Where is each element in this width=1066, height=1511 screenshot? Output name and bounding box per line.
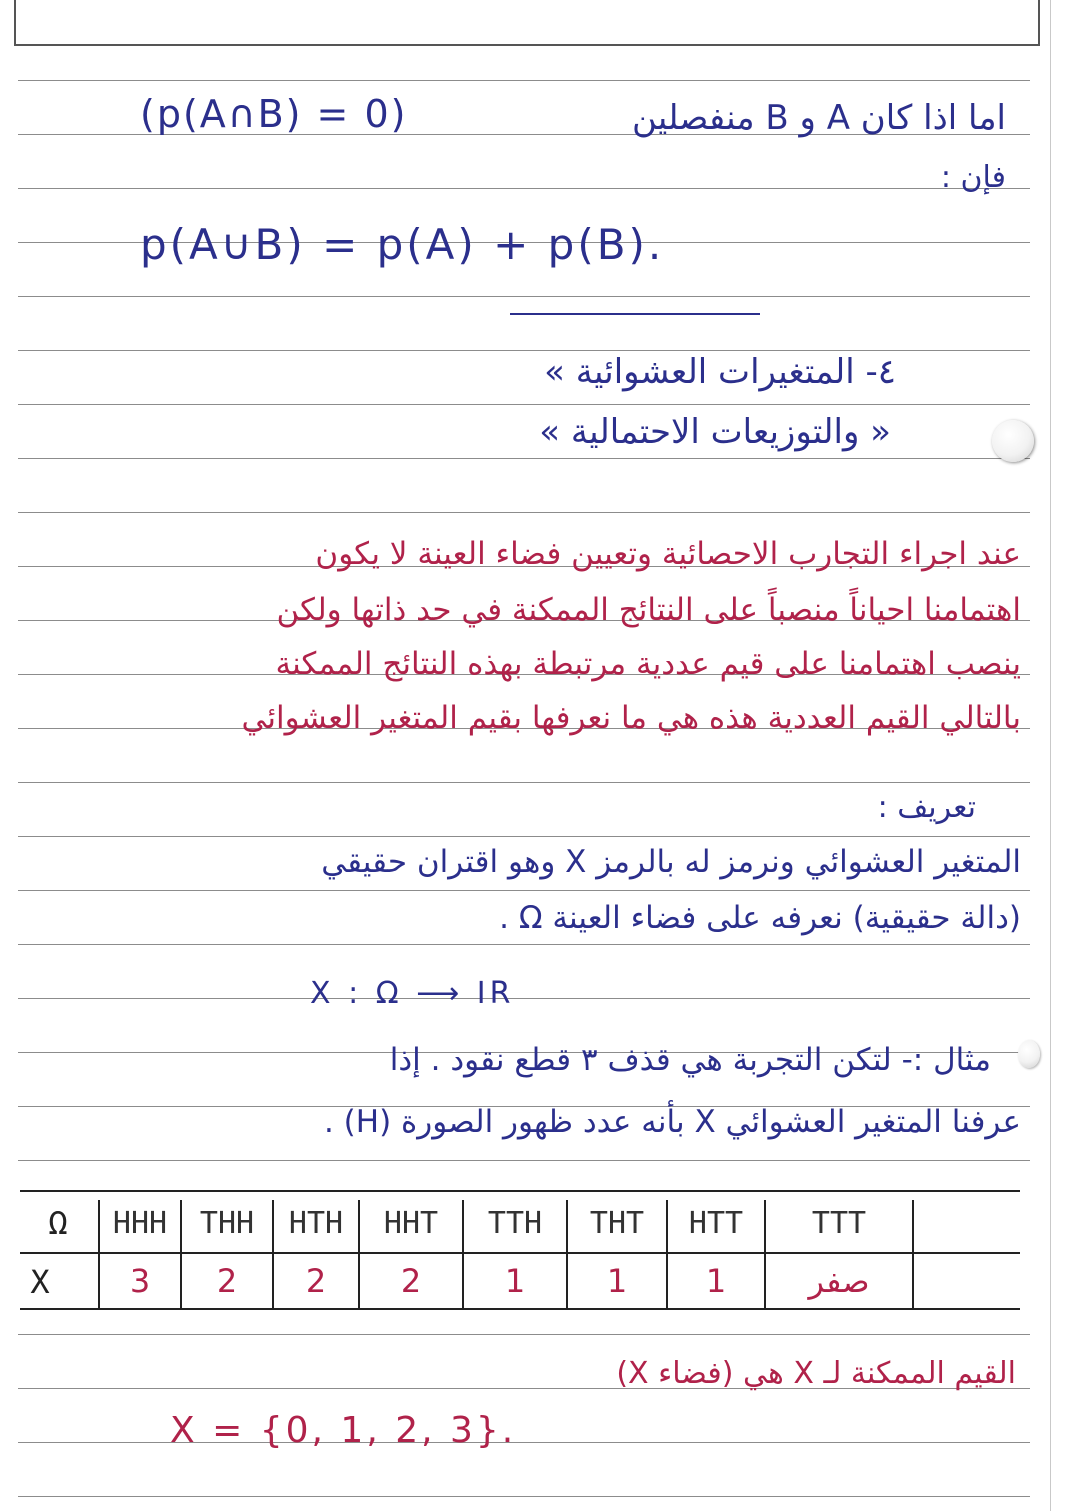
therefore-label: فإن :	[940, 160, 1006, 195]
ruled-line	[18, 80, 1030, 81]
intro-line-2: اهتمامنا احياناً منصباً على النتائج الممكنة في حد ذاتها ولكن	[276, 592, 1021, 628]
x-value-cell: 1	[606, 1262, 628, 1300]
definition-label: تعريف :	[877, 790, 976, 825]
outcome-cell: HHT	[383, 1205, 439, 1241]
definition-line-1: المتغير العشوائي ونرمز له بالرمز X وهو اقتران حقيقي	[321, 844, 1021, 880]
punch-hole	[1018, 1040, 1040, 1068]
intro-line-4: بالتالي القيم العددية هذه هي ما نعرفها بقيم المتغير العشوائي	[241, 700, 1021, 736]
ruled-line	[18, 890, 1030, 891]
outcomes-table	[20, 1190, 1020, 1310]
outcome-cell: HHH	[112, 1205, 168, 1241]
section-title-random-variables: ٤- المتغيرات العشوائية »	[544, 352, 896, 392]
row-label-x: X	[30, 1263, 50, 1301]
ruled-line	[18, 1160, 1030, 1161]
table-divider	[912, 1200, 914, 1310]
intro-line-3: ينصب اهتمامنا على قيم عددية مرتبطة بهذه النتائج الممكنة	[275, 646, 1021, 682]
table-border	[20, 1308, 1020, 1310]
punch-hole	[992, 420, 1034, 462]
ruled-line	[18, 1496, 1030, 1497]
row-label-omega: Ω	[48, 1204, 68, 1242]
outcome-cell: TTH	[487, 1205, 543, 1241]
x-value-cell: 1	[504, 1262, 526, 1300]
disjoint-condition-math: (p(A∩B) = 0)	[140, 92, 408, 136]
ruled-line	[18, 350, 1030, 351]
mapping-notation: X : Ω ⟶ IR	[310, 976, 515, 1011]
x-value-cell: 2	[400, 1262, 422, 1300]
ruled-line	[18, 944, 1030, 945]
outcome-cell: THT	[589, 1205, 645, 1241]
ruled-line	[18, 296, 1030, 297]
section-title-probability-distributions: « والتوزيعات الاحتمالية »	[539, 412, 891, 452]
example-line-2: عرفنا المتغير العشوائي X بأنه عدد ظهور الصورة (H) .	[323, 1104, 1021, 1140]
ruled-line	[18, 998, 1030, 999]
x-value-cell: صفر	[808, 1262, 870, 1300]
outcome-cell: THH	[199, 1205, 255, 1241]
x-value-cell: 2	[216, 1262, 238, 1300]
ruled-line	[18, 404, 1030, 405]
table-border	[20, 1190, 1020, 1192]
possible-values-label: القيم الممكنة لـ X هي (فضاء X)	[616, 1356, 1016, 1391]
x-value-cell: 2	[305, 1262, 327, 1300]
definition-line-2: (دالة حقيقية) نعرفه على فضاء العينة Ω .	[499, 900, 1021, 936]
outcome-cell: HTH	[288, 1205, 344, 1241]
ruled-line	[18, 458, 1030, 459]
x-value-cell: 3	[129, 1262, 151, 1300]
header-box	[14, 0, 1040, 46]
page-edge	[1050, 0, 1051, 1511]
ruled-line	[18, 782, 1030, 783]
outcome-cell: TTT	[811, 1205, 867, 1241]
ruled-line	[18, 188, 1030, 189]
x-value-cell: 1	[705, 1262, 727, 1300]
ruled-line	[18, 1334, 1030, 1335]
ruled-line	[18, 836, 1030, 837]
example-line-1: مثال :- لتكن التجربة هي قذف ٣ قطع نقود . إذا	[389, 1042, 991, 1078]
intro-line-1: عند اجراء التجارب الاحصائية وتعيين فضاء العينة لا يكون	[315, 536, 1021, 572]
ruled-line	[18, 512, 1030, 513]
disjoint-condition-text: اما اذا كان A و B منفصلين	[631, 98, 1006, 138]
outcome-cell: HTT	[688, 1205, 744, 1241]
section-divider	[510, 313, 760, 315]
possible-values-set: X = {0, 1, 2, 3}.	[170, 1410, 517, 1451]
union-formula: p(A∪B) = p(A) + p(B).	[140, 220, 665, 269]
